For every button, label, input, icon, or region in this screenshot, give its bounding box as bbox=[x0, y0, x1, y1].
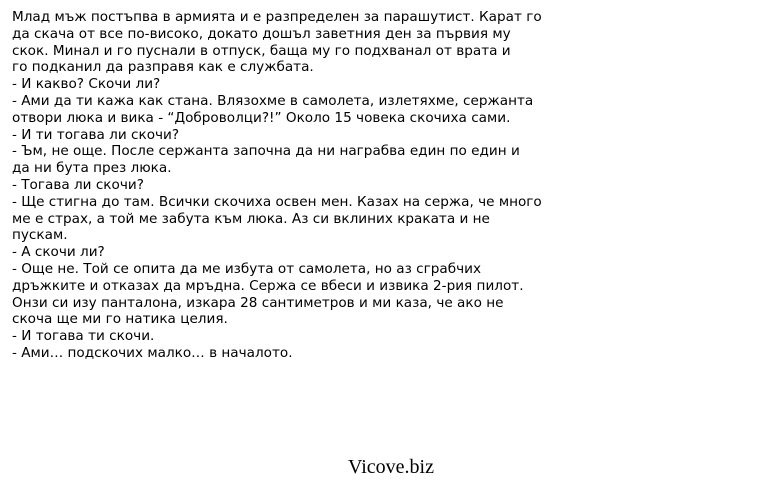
joke-line: го подканил да разправя как е службата. bbox=[12, 59, 314, 76]
joke-line: - И тогава ти скочи. bbox=[12, 328, 155, 345]
joke-line: - Още не. Той се опита да ме избута от самолета, но аз сграбчих bbox=[12, 260, 482, 277]
joke-line: ме е страх, а той ме забута към люка. Аз си вклиних краката и не bbox=[12, 210, 490, 227]
joke-line: - Ами да ти кажа как стана. Влязохме в самолета, излетяхме, сержанта bbox=[12, 92, 534, 109]
joke-line: отвори люка и вика - “Доброволци?!” Около 15 човека скочиха сами. bbox=[12, 109, 511, 126]
joke-line: скоча ще ми го натика целия. bbox=[12, 311, 228, 328]
joke-line: Млад мъж постъпва в армията и е разпределен за парашутист. Карат го bbox=[12, 9, 542, 25]
joke-line: - И какво? Скочи ли? bbox=[12, 76, 161, 93]
joke-line: - Ъм, не още. После сержанта започна да ни награбва един по един и bbox=[12, 143, 520, 160]
joke-line: да скача от все по-високо, докато дошъл заветния ден за първия му bbox=[12, 25, 511, 42]
joke-text-block bbox=[12, 9, 572, 362]
joke-line: - Тогава ли скочи? bbox=[12, 176, 144, 193]
joke-line: - И ти тогава ли скочи? bbox=[12, 126, 180, 143]
joke-line: скок. Минал и го пуснали в отпуск, баща му го подхванал от врата и bbox=[12, 42, 511, 59]
joke-line: Онзи си изу панталона, изкара 28 сантиметров и ми каза, че ако не bbox=[12, 294, 504, 311]
joke-line: да ни бута през люка. bbox=[12, 160, 172, 177]
joke-line: - Ще стигна до там. Всички скочиха освен мен. Казах на сержа, че много bbox=[12, 193, 542, 210]
joke-line: пускам. bbox=[12, 227, 68, 244]
joke-line: дръжките и отказах да мръдна. Сержа се вбеси и извика 2-рия пилот. bbox=[12, 277, 524, 294]
site-name-footer: Vicove.biz bbox=[348, 456, 434, 478]
joke-line: - А скочи ли? bbox=[12, 244, 105, 261]
joke-line: - Ами… подскочих малко… в началото. bbox=[12, 344, 293, 361]
